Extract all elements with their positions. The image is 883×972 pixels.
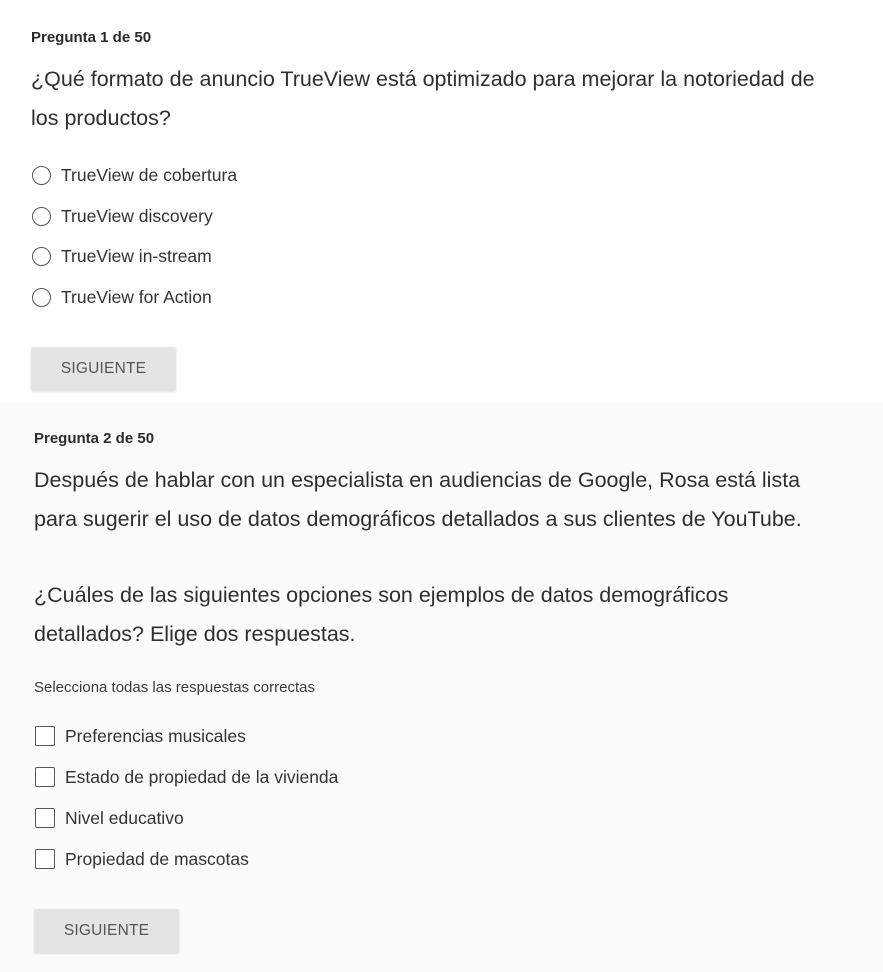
question-text-line: ¿Cuáles de las siguientes opciones son ejemplos de datos demográficos [34,583,729,607]
radio-button[interactable] [32,207,51,226]
answer-option-3[interactable] [32,243,212,269]
answer-option-1[interactable] [35,723,246,749]
answer-option-label: TrueView in-stream [61,245,212,266]
next-button[interactable]: SIGUIENTE [31,347,176,391]
answer-option-label: TrueView discovery [61,205,213,226]
checkbox[interactable] [35,767,55,787]
question-text-line: los productos? [31,106,171,130]
answer-option-label: TrueView de cobertura [61,164,238,185]
answer-option-label: Nivel educativo [65,807,184,828]
answer-option-label: Propiedad de mascotas [65,848,249,869]
checkbox[interactable] [35,849,55,869]
question-2 [0,402,883,972]
question-1 [0,0,883,402]
question-text-line: detallados? Elige dos respuestas. [34,622,356,646]
question-counter: Pregunta 1 de 50 [31,29,152,46]
answer-option-label: TrueView for Action [61,286,212,307]
answer-option-4[interactable] [35,846,249,872]
question-text-line: para sugerir el uso de datos demográficos detallados a sus clientes de YouTube. [34,507,802,531]
question-text-line: ¿Qué formato de anuncio TrueView está optimizado para mejorar la notoriedad de [31,67,815,91]
radio-button[interactable] [32,166,51,185]
question-hint: Selecciona todas las respuestas correctas [34,679,315,696]
answer-option-label: Preferencias musicales [65,725,246,746]
answer-option-2[interactable] [32,203,213,229]
radio-button[interactable] [32,288,51,307]
next-button[interactable]: SIGUIENTE [34,909,179,953]
answer-option-2[interactable] [35,764,338,790]
answer-option-3[interactable] [35,805,184,831]
question-counter: Pregunta 2 de 50 [34,430,155,447]
answer-option-4[interactable] [32,284,212,310]
checkbox[interactable] [35,726,55,746]
question-text-line: Después de hablar con un especialista en audiencias de Google, Rosa está lista [34,468,801,492]
radio-button[interactable] [32,247,51,266]
answer-option-1[interactable] [32,162,237,188]
answer-option-label: Estado de propiedad de la vivienda [65,766,339,787]
checkbox[interactable] [35,808,55,828]
